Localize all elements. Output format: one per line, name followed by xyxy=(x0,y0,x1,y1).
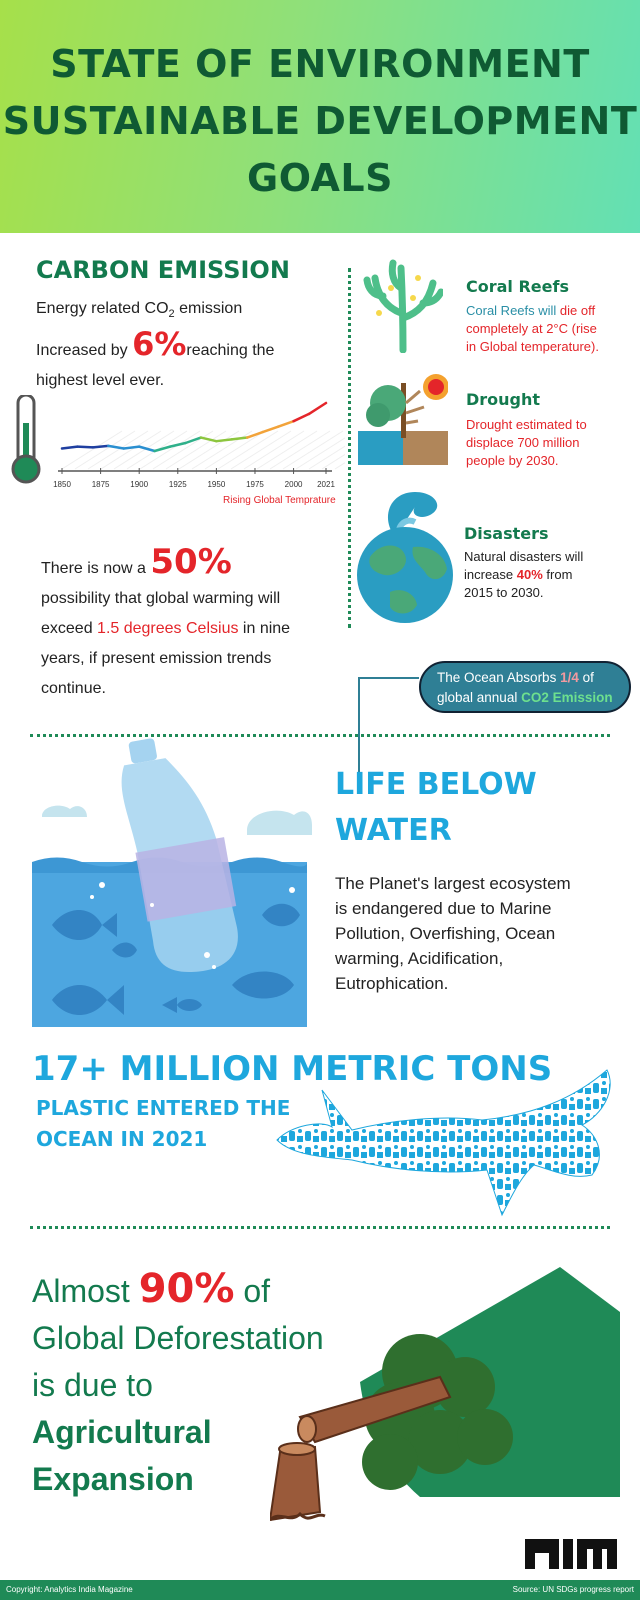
ocean-note-d: global annual xyxy=(437,690,522,705)
temperature-line-segment xyxy=(62,447,77,449)
x-tick-label: 1950 xyxy=(207,480,226,489)
page-title xyxy=(0,36,640,207)
water-line2: is endangered due to Marine xyxy=(335,899,552,918)
water-title-line2: WATER xyxy=(335,813,452,848)
temperature-line-segment xyxy=(108,446,123,449)
warming-line2: possibility that global warming will xyxy=(41,590,281,607)
drought-text xyxy=(466,416,587,470)
chart-hatch-line xyxy=(114,431,174,469)
forest-line1a: Almost xyxy=(32,1273,139,1309)
temperature-line-segment xyxy=(77,447,92,448)
water-line5: Eutrophication. xyxy=(335,974,449,993)
forest-line3: is due to xyxy=(32,1367,153,1403)
forest-percent: 90% xyxy=(138,1266,235,1312)
x-tick-label: 1975 xyxy=(246,480,264,489)
forest-line1c: of xyxy=(234,1273,271,1309)
x-tick-label: 2000 xyxy=(284,480,303,489)
temperature-line-segment xyxy=(139,447,154,451)
disasters-line3: 2015 to 2030. xyxy=(464,585,544,600)
temperature-line-segment xyxy=(278,421,293,426)
plastic-bottle-ocean-illustration xyxy=(32,735,312,1057)
ocean-note-co2: CO2 Emission xyxy=(521,690,613,705)
disasters-line1: Natural disasters will xyxy=(464,549,584,564)
water-line1: The Planet's largest ecosystem xyxy=(335,874,571,893)
temperature-line-segment xyxy=(294,414,309,421)
plastic-subheading xyxy=(36,1093,290,1155)
carbon-line2-end: reaching the xyxy=(186,342,275,360)
coral-line1a: Coral Reefs will xyxy=(466,303,560,318)
chart-caption: Rising Global Temprature xyxy=(223,495,336,506)
ocean-note-a: The Ocean Absorbs xyxy=(437,670,561,685)
chart-hatch-line xyxy=(205,431,265,469)
carbon-line3: highest level ever. xyxy=(36,372,165,390)
x-tick-label: 1875 xyxy=(91,480,110,489)
x-tick-label: 1925 xyxy=(168,480,187,489)
warming-percent: 50% xyxy=(150,542,232,582)
chart-hatch-line xyxy=(62,431,122,469)
title-line-1: STATE OF ENVIRONMENT xyxy=(50,42,590,86)
x-tick-label: 1900 xyxy=(130,480,149,489)
water-title-line1: LIFE BELOW xyxy=(335,767,537,802)
carbon-line1: Energy related CO xyxy=(36,300,169,317)
warming-line4: years, if present emission trends xyxy=(41,650,272,667)
fallen-tree-illustration xyxy=(270,1262,620,1547)
footer-copyright: Copyright: Analytics India Magazine xyxy=(6,1585,133,1594)
life-below-water-title xyxy=(335,762,537,854)
chart-hatch-line xyxy=(270,431,330,469)
temperature-line-segment xyxy=(93,446,108,447)
x-tick-label: 2021 xyxy=(317,480,335,489)
coral-line1b: die off xyxy=(559,303,596,318)
drought-line1: Drought estimated to xyxy=(466,417,587,432)
aim-logo xyxy=(525,1533,617,1569)
forest-line2: Global Deforestation xyxy=(32,1320,324,1356)
warming-degrees: 1.5 degrees Celsius xyxy=(97,620,239,637)
coral-title: Coral Reefs xyxy=(466,277,569,296)
header-banner xyxy=(0,0,640,233)
coral-line3: in Global temperature). xyxy=(466,339,599,354)
footer-source: Source: UN SDGs progress report xyxy=(512,1585,634,1594)
disasters-text xyxy=(464,548,583,602)
warming-line5: continue. xyxy=(41,680,106,697)
chart-hatch-line xyxy=(257,431,317,469)
drought-title: Drought xyxy=(466,390,541,409)
earth-wave-icon xyxy=(355,487,455,625)
temperature-line-segment xyxy=(155,447,170,451)
temperature-line-segment xyxy=(170,443,185,447)
temperature-line-segment xyxy=(309,403,326,414)
warming-line3a: exceed xyxy=(41,620,98,637)
disasters-title: Disasters xyxy=(464,524,549,543)
vertical-divider xyxy=(348,268,351,628)
forest-line4: Agricultural xyxy=(32,1414,212,1450)
co2-subscript: 2 xyxy=(168,308,175,321)
carbon-title: CARBON EMISSION xyxy=(36,256,290,284)
chart-hatch-line xyxy=(309,431,345,469)
carbon-percent: 6% xyxy=(132,325,187,364)
warming-line3c: in nine xyxy=(238,620,291,637)
chart-hatch-line xyxy=(179,431,239,469)
ocean-note-fraction: 1/4 xyxy=(560,670,579,685)
water-description xyxy=(335,871,635,996)
title-line-2: SUSTAINABLE DEVELOPMENT xyxy=(2,99,638,143)
drought-icon xyxy=(358,373,448,465)
drought-line2b: 700 million xyxy=(517,435,580,450)
connector-horizontal xyxy=(358,677,419,679)
disasters-percent: 40% xyxy=(516,567,543,582)
thermometer-icon xyxy=(13,395,39,482)
chart-hatch-line xyxy=(88,431,148,469)
coral-line2: completely at 2°C (rise xyxy=(466,321,597,336)
warming-text xyxy=(41,542,341,704)
plastic-whale-illustration xyxy=(272,1065,622,1225)
divider-2 xyxy=(30,1226,610,1229)
disasters-line2c: from xyxy=(542,567,573,582)
drought-line2a: displace xyxy=(466,435,518,450)
ocean-note-c: of xyxy=(578,670,594,685)
water-line3: Pollution, Overfishing, Ocean xyxy=(335,924,556,943)
carbon-text xyxy=(36,294,336,396)
chart-hatch-line xyxy=(283,431,343,469)
footer-bar xyxy=(0,1580,640,1600)
carbon-line2: Increased by xyxy=(36,342,133,360)
carbon-line1-end: emission xyxy=(174,300,243,317)
drought-line3: people by 2030. xyxy=(466,453,559,468)
disasters-line2a: increase xyxy=(464,567,517,582)
plastic-sub-line1: PLASTIC ENTERED THE xyxy=(36,1096,291,1120)
coral-icon xyxy=(363,258,443,353)
water-line4: warming, Acidification, xyxy=(335,949,504,968)
plastic-sub-line2: OCEAN IN 2021 xyxy=(36,1127,208,1151)
chart-hatch-line xyxy=(75,431,135,469)
title-line-3: GOALS xyxy=(247,156,393,200)
x-tick-label: 1850 xyxy=(53,480,71,489)
ocean-absorbs-callout xyxy=(419,661,631,713)
chart-hatch-line xyxy=(166,431,226,469)
temperature-line-segment xyxy=(263,427,278,432)
temperature-line-segment xyxy=(124,447,139,449)
temperature-line-segment xyxy=(232,438,247,440)
chart-hatch-line xyxy=(231,431,291,469)
temperature-line-segment xyxy=(216,439,231,441)
plastic-headline: 17+ MILLION METRIC TONS xyxy=(32,1049,553,1089)
coral-text xyxy=(466,302,631,356)
forest-line5: Expansion xyxy=(32,1461,194,1497)
chart-hatch-line xyxy=(335,431,345,469)
warming-line1: There is now a xyxy=(41,560,151,577)
